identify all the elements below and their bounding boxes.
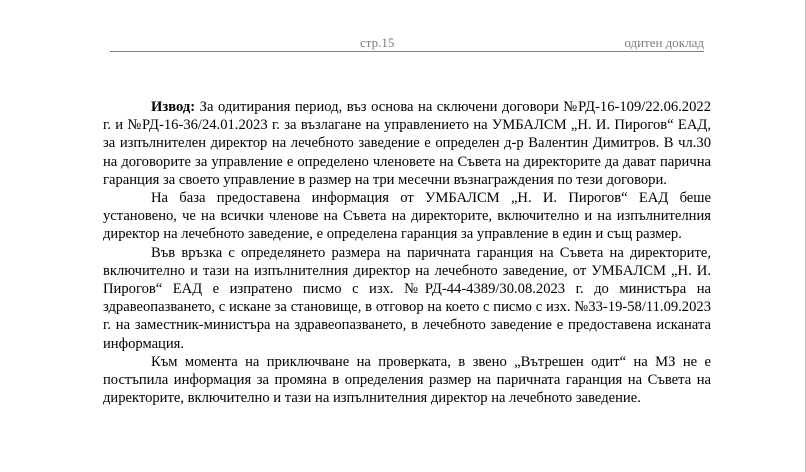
conclusion-text: За одитирания период, въз основа на сключени договори №РД-16-109/22.06.2022 г. и №РД-16-36/24.01.2023 г. за възлагане на управлението на УМБАЛСМ „Н. И. Пирогов“ ЕАД, за изпълнителен директор на лечебното заведение е определен д-р Валентин Димитров. В чл.30 на договорите за управление е определено членовете на Съвета на директорите да дават парична гаранция за своето управление в размер на три месечни възнаграждения по тези договори. [103,99,711,188]
paragraph-3: Във връзка с определянето размера на паричната гаранция на Съвета на директорите, включително и тази на изпълнителния директор на лечебното заведение, от УМБАЛСМ „Н. И. Пирогов“ ЕАД е изпратено писмо с изх. №РД-44-4389/30.08.2023 г. до министъра на здравеопазването, с искане за становище, в отговор на което с писмо с изх. №33-19-58/11.09.2023 г. на заместник-министъра на здравеопазването, в лечебното заведение е предоставена исканата информация. [103,244,711,352]
document-name: одитен доклад [624,35,704,50]
paragraph-4: Към момента на приключване на проверката, в звено „Вътрешен одит“ на МЗ не е постъпила информация за промяна в определения размер на паричната гаранция на Съвета на директорите, включително и тази на изпълнителния директор на лечебното заведение. [103,353,711,407]
paragraph-2: На база предоставена информация от УМБАЛСМ „Н. И. Пирогов“ ЕАД беше установено, че на всички членове на Съвета на директорите, включително и на изпълнителния директор на лечебното заведение, е определена гаранция за управление в един и същ размер. [103,190,711,243]
paragraph-conclusion [103,98,711,189]
page-number: стр.15 [360,35,395,50]
conclusion-lead: Извод: [151,99,196,115]
page-header [110,35,704,52]
document-body [103,98,711,407]
